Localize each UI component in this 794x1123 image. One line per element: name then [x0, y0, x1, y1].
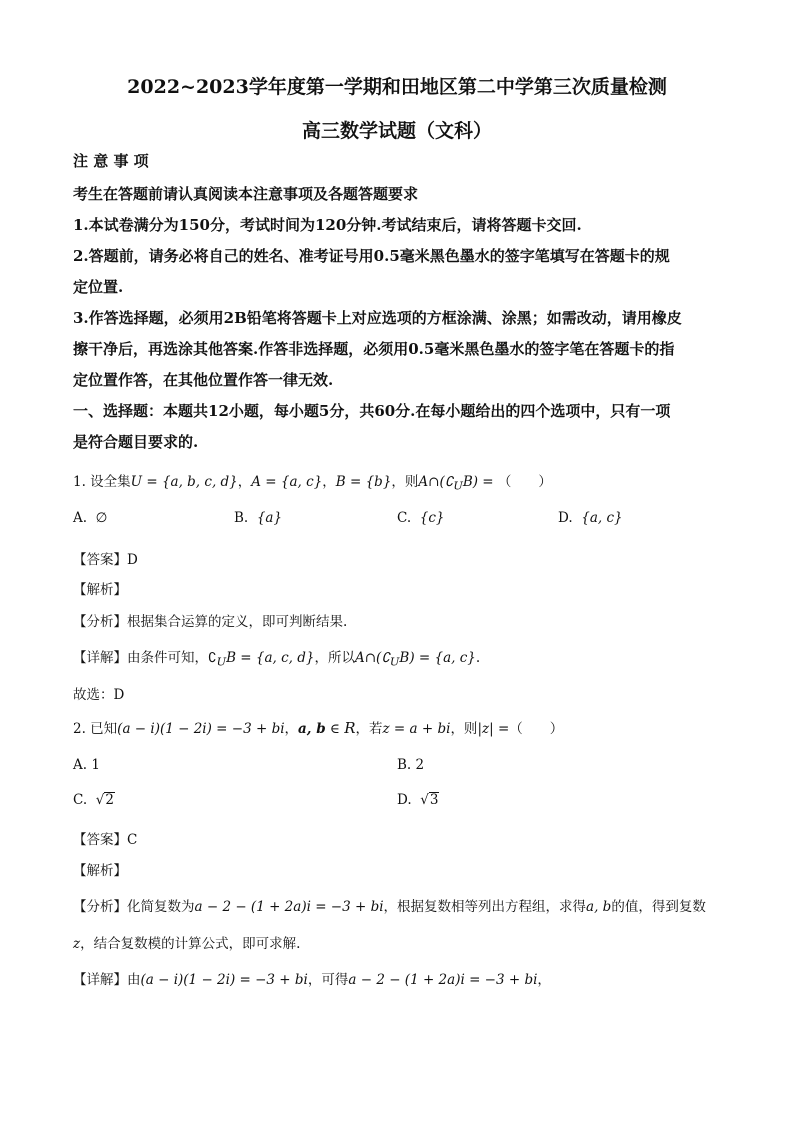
q1-detail	[73, 646, 480, 669]
q2-fenxi-line-2	[73, 932, 300, 952]
q2-vars: a, b	[298, 721, 326, 737]
detail-math-2: a − 2 − (1 + 2a)i = −3 + bi	[348, 972, 538, 988]
section-heading-line-2: 是符合题目要求的.	[73, 433, 199, 451]
notice-heading: 注 意 事 项	[73, 152, 149, 170]
option-label: C.	[73, 792, 88, 808]
q2-then: ，则	[450, 721, 478, 737]
notice-item-3-line-2: 擦干净后，再选涂其他答案.作答非选择题，必须用0.5毫米黑色墨水的签字笔在答题卡的指	[73, 340, 675, 358]
q1-option-d	[558, 510, 623, 526]
answer-tag: 【答案】	[73, 552, 127, 568]
detail-end: ，	[537, 972, 551, 988]
q1-fenxi	[73, 610, 347, 630]
q1-prefix: 1. 设全集	[73, 474, 131, 490]
q1-expr-sub: U	[453, 479, 463, 493]
q2-option-d	[397, 792, 439, 808]
fenxi-text-3: 的值，得到复数	[611, 899, 706, 915]
option-label: D.	[397, 792, 412, 808]
q2-in: ∈	[325, 721, 345, 737]
option-label: A.	[73, 757, 88, 773]
answer-value: C	[127, 832, 138, 848]
q2-fenxi-line-1	[73, 895, 706, 915]
fenxi-tag: 【分析】	[73, 899, 127, 915]
option-label: B.	[234, 510, 249, 526]
q1-then: ，则	[391, 474, 419, 490]
fenxi-text-2: ，根据复数相等列出方程组，求得	[383, 899, 587, 915]
question-2-stem	[73, 717, 563, 737]
notice-item-2-line-2: 定位置.	[73, 278, 124, 296]
sqrt-icon: √	[420, 792, 429, 808]
option-label: B.	[397, 757, 412, 773]
q1-conclusion: 故选：D	[73, 687, 125, 703]
q2-reals: R	[344, 719, 356, 737]
q2-sep-2: ，若	[355, 721, 383, 737]
option-value: {a, c}	[581, 510, 623, 526]
q2-prefix: 2. 已知	[73, 721, 118, 737]
q1-analysis-tag: 【解析】	[73, 582, 127, 598]
notice-item-2-line-1: 2.答题前，请务必将自己的姓名、准考证号用0.5毫米黑色墨水的签字笔填写在答题卡的规	[73, 247, 670, 265]
option-label: A.	[73, 510, 88, 526]
detail-text-1: 由	[127, 972, 141, 988]
detail-math-1: B = {a, c, d}	[226, 650, 315, 666]
fenxi-math-2: a, b	[586, 899, 612, 915]
page-subtitle: 高三数学试题（文科）	[301, 120, 492, 142]
q1-option-a	[73, 510, 107, 526]
notice-item-3-line-1: 3.作答选择题，必须用2B铅笔将答题卡上对应选项的方框涂满、涂黑；如需改动，请用橡皮	[73, 309, 682, 327]
q2-option-c	[73, 792, 115, 808]
option-value: 1	[91, 757, 100, 773]
notice-item-3-line-3: 定位置作答，在其他位置作答一律无效.	[73, 371, 334, 389]
q1-sep-2: ，	[322, 474, 336, 490]
q2-modulus: |z| =	[477, 721, 510, 737]
detail-tag: 【详解】	[73, 972, 127, 988]
option-value: 3	[429, 792, 439, 808]
detail-end: .	[475, 650, 481, 666]
section-heading-line-1: 一、选择题：本题共12小题，每小题5分，共60分.在每小题给出的四个选项中，只有一项	[73, 402, 671, 420]
detail-text-1: 由条件可知，∁	[127, 650, 217, 666]
q1-option-b	[234, 510, 282, 526]
detail-math-3: B) = {a, c}	[399, 650, 476, 666]
q1-expr-tail: B) =	[462, 474, 494, 490]
option-label: D.	[558, 510, 573, 526]
q1-option-c	[397, 510, 444, 526]
q2-sep-1: ，	[284, 721, 299, 737]
sqrt-icon: √	[95, 792, 105, 808]
detail-text-2: ，可得	[307, 972, 349, 988]
option-value: ∅	[95, 510, 108, 526]
detail-sub-2: U	[389, 655, 400, 669]
option-value: 2	[415, 757, 425, 773]
fenxi-tag: 【分析】	[73, 614, 127, 630]
option-value: {c}	[419, 510, 445, 526]
q2-z-def: z = a + bi	[382, 721, 451, 737]
detail-sub-1: U	[216, 655, 227, 669]
q1-sep-1: ，	[237, 474, 252, 490]
option-value: {a}	[256, 510, 283, 526]
notice-intro: 考生在答题前请认真阅读本注意事项及各题答题要求	[73, 185, 419, 203]
q1-answer	[73, 548, 138, 568]
fenxi-math-3: z	[73, 936, 81, 952]
q1-set-b: B = {b}	[335, 474, 392, 490]
q2-equation: (a − i)(1 − 2i) = −3 + bi	[117, 721, 285, 737]
q1-expression	[418, 474, 494, 493]
q2-detail	[73, 968, 551, 988]
q2-analysis-tag: 【解析】	[73, 863, 127, 879]
answer-value: D	[127, 552, 138, 568]
question-1-stem	[73, 470, 552, 493]
q2-blank: （ ）	[509, 721, 564, 737]
answer-tag: 【答案】	[73, 832, 127, 848]
fenxi-text-4: ，结合复数模的计算公式，即可求解.	[80, 936, 301, 952]
detail-math-1: (a − i)(1 − 2i) = −3 + bi	[140, 972, 308, 988]
detail-math-2: A∩(∁	[355, 650, 390, 666]
notice-item-1: 1.本试卷满分为150分，考试时间为120分钟.考试结束后，请将答题卡交回.	[73, 216, 582, 234]
detail-text-2: ，所以	[314, 650, 355, 666]
fenxi-math-1: a − 2 − (1 + 2a)i = −3 + bi	[194, 899, 384, 915]
fenxi-text: 根据集合运算的定义，即可判断结果.	[127, 614, 348, 630]
q1-blank: （ ）	[497, 474, 552, 490]
detail-tag: 【详解】	[73, 650, 127, 666]
option-label: C.	[397, 510, 412, 526]
q2-option-b	[397, 757, 424, 773]
q2-answer	[73, 828, 137, 848]
option-value: 2	[105, 792, 114, 808]
q1-set-a: A = {a, c}	[251, 474, 323, 490]
q1-expr-head: A∩(∁	[418, 474, 454, 490]
q2-option-a	[73, 757, 100, 773]
page-title: 2022~2023学年度第一学期和田地区第二中学第三次质量检测	[127, 76, 667, 98]
fenxi-text-1: 化简复数为	[127, 899, 195, 915]
q1-universal-set: U = {a, b, c, d}	[130, 474, 238, 490]
